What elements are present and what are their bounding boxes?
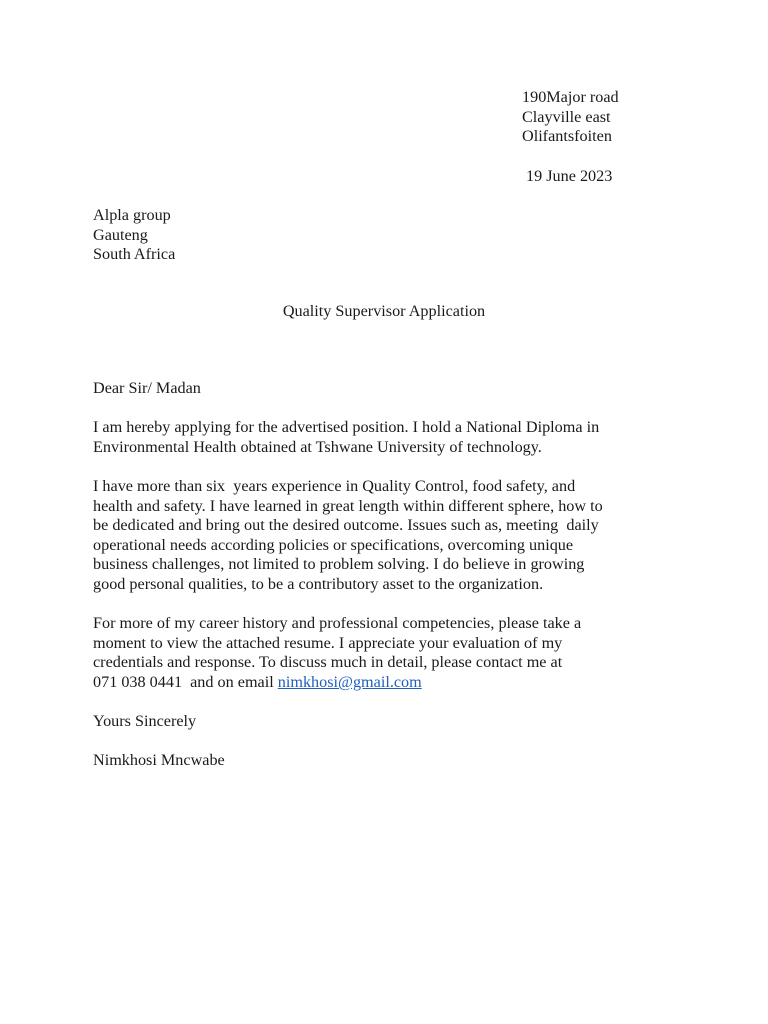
sender-address	[522, 88, 619, 147]
paragraph-line: health and safety. I have learned in great length within different sphere, how to	[93, 496, 603, 515]
paragraph-contact	[93, 614, 683, 692]
paragraph-line: good personal qualities, to be a contributory asset to the organization.	[93, 574, 544, 593]
sender-address-line: 190Major road	[522, 88, 619, 106]
recipient-address-line: Alpla group	[93, 206, 171, 224]
email-link[interactable]: nimkhosi@gmail.com	[277, 672, 422, 691]
contact-line	[93, 673, 683, 693]
paragraph-line: I am hereby applying for the advertised position. I hold a National Diploma in	[93, 418, 600, 436]
recipient-address-line: Gauteng	[93, 225, 148, 244]
salutation-text: Dear Sir/ Madan	[93, 379, 201, 397]
sender-address-line: Olifantsfoiten	[522, 127, 612, 145]
phone-and-email-prefix: 071 038 0441 and on email	[93, 672, 278, 691]
closing	[93, 712, 683, 732]
closing-text: Yours Sincerely	[93, 712, 197, 730]
paragraph-line: moment to view the attached resume. I appreciate your evaluation of my	[93, 633, 563, 652]
paragraph-qualifications	[93, 418, 683, 457]
recipient-address	[93, 206, 175, 265]
paragraph-line: business challenges, not limited to problem solving. I do believe in growing	[93, 555, 585, 574]
salutation	[93, 379, 683, 399]
paragraph-line: Environmental Health obtained at Tshwane University of technology.	[93, 437, 542, 456]
paragraph-line: be dedicated and bring out the desired outcome. Issues such as, meeting daily	[93, 516, 599, 535]
paragraph-line: I have more than six years experience in Quality Control, food safety, and	[93, 477, 576, 495]
sender-address-line: Clayville east	[522, 107, 611, 126]
paragraph-line: credentials and response. To discuss much in detail, please contact me at	[93, 653, 563, 672]
paragraph-experience	[93, 477, 683, 595]
signature	[93, 751, 683, 771]
paragraph-line: operational needs according policies or specifications, overcoming unique	[93, 535, 574, 554]
paragraph-line: For more of my career history and professional competencies, please take a	[93, 614, 582, 632]
signature-name: Nimkhosi Mncwabe	[93, 751, 225, 769]
letter-date: 19 June 2023	[526, 167, 613, 185]
letter-subject: Quality Supervisor Application	[282, 302, 486, 320]
recipient-address-line: South Africa	[93, 245, 176, 263]
